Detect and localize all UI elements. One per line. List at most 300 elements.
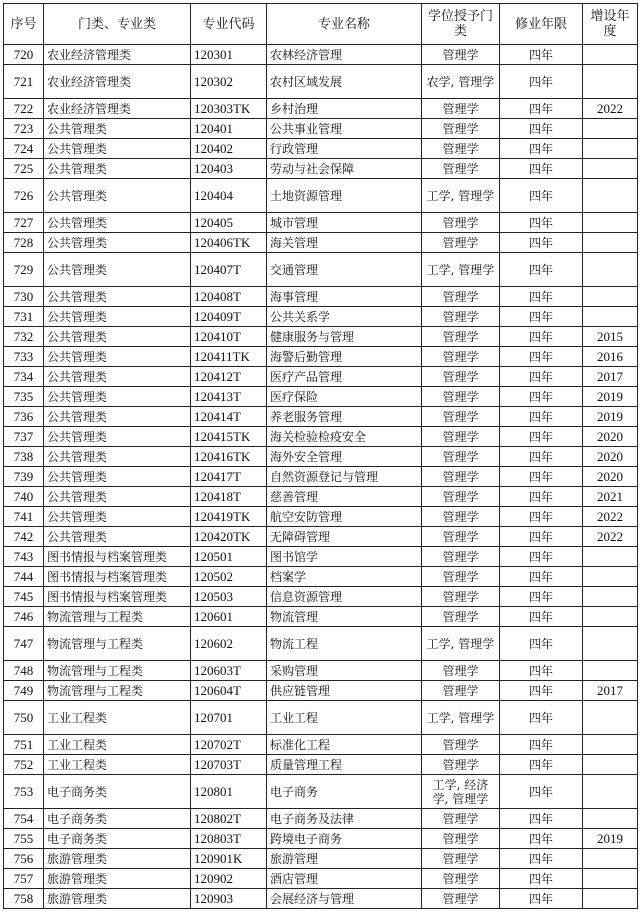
row-year-added bbox=[583, 735, 638, 755]
row-code: 120413T bbox=[191, 387, 267, 407]
row-code: 120401 bbox=[191, 119, 267, 139]
table-row bbox=[4, 233, 638, 253]
row-degree: 管理学 bbox=[422, 889, 500, 909]
row-years: 四年 bbox=[500, 567, 583, 587]
table-row bbox=[4, 527, 638, 547]
row-major-name: 旅游管理 bbox=[267, 849, 422, 869]
row-degree: 农学, 管理学 bbox=[422, 65, 500, 99]
row-major-name: 电子商务及法律 bbox=[267, 809, 422, 829]
row-year-added: 2016 bbox=[583, 347, 638, 367]
row-major-name: 养老服务管理 bbox=[267, 407, 422, 427]
row-category: 电子商务类 bbox=[44, 809, 191, 829]
row-number: 726 bbox=[4, 179, 44, 213]
row-number: 731 bbox=[4, 307, 44, 327]
row-year-added bbox=[583, 627, 638, 661]
row-degree: 管理学 bbox=[422, 487, 500, 507]
row-number: 744 bbox=[4, 567, 44, 587]
row-years: 四年 bbox=[500, 427, 583, 447]
table-row bbox=[4, 387, 638, 407]
row-code: 120415TK bbox=[191, 427, 267, 447]
row-years: 四年 bbox=[500, 347, 583, 367]
row-years: 四年 bbox=[500, 809, 583, 829]
row-major-name: 质量管理工程 bbox=[267, 755, 422, 775]
row-category: 公共管理类 bbox=[44, 467, 191, 487]
row-years: 四年 bbox=[500, 407, 583, 427]
table-row bbox=[4, 99, 638, 119]
row-degree: 管理学 bbox=[422, 547, 500, 567]
row-year-added: 2017 bbox=[583, 367, 638, 387]
row-code: 120407T bbox=[191, 253, 267, 287]
row-number: 739 bbox=[4, 467, 44, 487]
row-year-added bbox=[583, 307, 638, 327]
header-years: 修业年限 bbox=[500, 4, 583, 45]
table-row bbox=[4, 487, 638, 507]
row-years: 四年 bbox=[500, 327, 583, 347]
majors-table bbox=[3, 3, 638, 909]
table-row bbox=[4, 809, 638, 829]
row-degree: 工学, 经济学, 管理学 bbox=[422, 775, 500, 809]
row-major-name: 农村区域发展 bbox=[267, 65, 422, 99]
table-row bbox=[4, 159, 638, 179]
row-number: 753 bbox=[4, 775, 44, 809]
row-code: 120420TK bbox=[191, 527, 267, 547]
row-year-added: 2021 bbox=[583, 487, 638, 507]
table-row bbox=[4, 735, 638, 755]
row-degree: 工学, 管理学 bbox=[422, 701, 500, 735]
row-degree: 管理学 bbox=[422, 755, 500, 775]
row-category: 公共管理类 bbox=[44, 253, 191, 287]
row-code: 120503 bbox=[191, 587, 267, 607]
row-years: 四年 bbox=[500, 367, 583, 387]
row-category: 农业经济管理类 bbox=[44, 45, 191, 65]
row-year-added bbox=[583, 889, 638, 909]
row-category: 公共管理类 bbox=[44, 487, 191, 507]
row-code: 120410T bbox=[191, 327, 267, 347]
table-row bbox=[4, 661, 638, 681]
row-year-added bbox=[583, 213, 638, 233]
table-row bbox=[4, 327, 638, 347]
row-years: 四年 bbox=[500, 661, 583, 681]
row-degree: 管理学 bbox=[422, 287, 500, 307]
row-number: 742 bbox=[4, 527, 44, 547]
row-code: 120502 bbox=[191, 567, 267, 587]
row-years: 四年 bbox=[500, 447, 583, 467]
row-major-name: 无障碍管理 bbox=[267, 527, 422, 547]
row-years: 四年 bbox=[500, 99, 583, 119]
row-year-added bbox=[583, 547, 638, 567]
row-major-name: 土地资源管理 bbox=[267, 179, 422, 213]
table-row bbox=[4, 547, 638, 567]
row-number: 720 bbox=[4, 45, 44, 65]
row-major-name: 航空安防管理 bbox=[267, 507, 422, 527]
row-code: 120414T bbox=[191, 407, 267, 427]
row-category: 旅游管理类 bbox=[44, 869, 191, 889]
row-code: 120301 bbox=[191, 45, 267, 65]
row-code: 120801 bbox=[191, 775, 267, 809]
row-category: 工业工程类 bbox=[44, 701, 191, 735]
table-row bbox=[4, 507, 638, 527]
table-row bbox=[4, 607, 638, 627]
row-code: 120402 bbox=[191, 139, 267, 159]
row-number: 728 bbox=[4, 233, 44, 253]
row-code: 120901K bbox=[191, 849, 267, 869]
header-code: 专业代码 bbox=[191, 4, 267, 45]
row-degree: 管理学 bbox=[422, 567, 500, 587]
table-row bbox=[4, 755, 638, 775]
row-year-added bbox=[583, 159, 638, 179]
row-major-name: 医疗产品管理 bbox=[267, 367, 422, 387]
row-year-added: 2020 bbox=[583, 467, 638, 487]
row-years: 四年 bbox=[500, 65, 583, 99]
row-category: 公共管理类 bbox=[44, 427, 191, 447]
row-year-added: 2020 bbox=[583, 427, 638, 447]
row-degree: 管理学 bbox=[422, 607, 500, 627]
row-major-name: 档案学 bbox=[267, 567, 422, 587]
row-major-name: 供应链管理 bbox=[267, 681, 422, 701]
header-name: 专业名称 bbox=[267, 4, 422, 45]
table-body bbox=[4, 45, 638, 909]
row-year-added bbox=[583, 849, 638, 869]
row-category: 图书情报与档案管理类 bbox=[44, 587, 191, 607]
row-year-added bbox=[583, 701, 638, 735]
row-category: 电子商务类 bbox=[44, 775, 191, 809]
row-degree: 管理学 bbox=[422, 233, 500, 253]
row-year-added bbox=[583, 809, 638, 829]
row-code: 120418T bbox=[191, 487, 267, 507]
row-degree: 管理学 bbox=[422, 387, 500, 407]
row-code: 120403 bbox=[191, 159, 267, 179]
row-category: 工业工程类 bbox=[44, 755, 191, 775]
table-row bbox=[4, 587, 638, 607]
row-year-added: 2022 bbox=[583, 527, 638, 547]
row-category: 公共管理类 bbox=[44, 327, 191, 347]
row-code: 120302 bbox=[191, 65, 267, 99]
row-category: 物流管理与工程类 bbox=[44, 627, 191, 661]
row-number: 734 bbox=[4, 367, 44, 387]
table-row bbox=[4, 427, 638, 447]
row-number: 748 bbox=[4, 661, 44, 681]
row-year-added bbox=[583, 139, 638, 159]
table-row bbox=[4, 447, 638, 467]
row-major-name: 信息资源管理 bbox=[267, 587, 422, 607]
row-degree: 管理学 bbox=[422, 407, 500, 427]
row-category: 公共管理类 bbox=[44, 307, 191, 327]
row-number: 738 bbox=[4, 447, 44, 467]
table-row bbox=[4, 467, 638, 487]
row-years: 四年 bbox=[500, 829, 583, 849]
row-number: 741 bbox=[4, 507, 44, 527]
row-major-name: 城市管理 bbox=[267, 213, 422, 233]
row-major-name: 行政管理 bbox=[267, 139, 422, 159]
row-number: 729 bbox=[4, 253, 44, 287]
row-code: 120802T bbox=[191, 809, 267, 829]
row-code: 120604T bbox=[191, 681, 267, 701]
row-year-added bbox=[583, 869, 638, 889]
row-year-added bbox=[583, 65, 638, 99]
table-row bbox=[4, 407, 638, 427]
row-years: 四年 bbox=[500, 755, 583, 775]
row-year-added: 2022 bbox=[583, 507, 638, 527]
row-major-name: 海警后勤管理 bbox=[267, 347, 422, 367]
row-number: 736 bbox=[4, 407, 44, 427]
row-year-added: 2020 bbox=[583, 447, 638, 467]
row-category: 公共管理类 bbox=[44, 139, 191, 159]
table-row bbox=[4, 829, 638, 849]
row-years: 四年 bbox=[500, 547, 583, 567]
header-row bbox=[4, 4, 638, 45]
table-row bbox=[4, 775, 638, 809]
row-years: 四年 bbox=[500, 735, 583, 755]
row-category: 旅游管理类 bbox=[44, 889, 191, 909]
row-degree: 管理学 bbox=[422, 139, 500, 159]
row-major-name: 公共关系学 bbox=[267, 307, 422, 327]
row-years: 四年 bbox=[500, 507, 583, 527]
row-degree: 管理学 bbox=[422, 507, 500, 527]
row-category: 公共管理类 bbox=[44, 179, 191, 213]
row-major-name: 物流工程 bbox=[267, 627, 422, 661]
row-number: 750 bbox=[4, 701, 44, 735]
row-code: 120702T bbox=[191, 735, 267, 755]
row-degree: 管理学 bbox=[422, 159, 500, 179]
row-years: 四年 bbox=[500, 253, 583, 287]
row-degree: 工学, 管理学 bbox=[422, 179, 500, 213]
row-year-added bbox=[583, 775, 638, 809]
row-year-added bbox=[583, 119, 638, 139]
table-row bbox=[4, 139, 638, 159]
row-major-name: 公共事业管理 bbox=[267, 119, 422, 139]
table-row bbox=[4, 213, 638, 233]
header-year-added: 增设年度 bbox=[583, 4, 638, 45]
row-number: 745 bbox=[4, 587, 44, 607]
row-years: 四年 bbox=[500, 139, 583, 159]
row-years: 四年 bbox=[500, 387, 583, 407]
row-code: 120902 bbox=[191, 869, 267, 889]
row-number: 723 bbox=[4, 119, 44, 139]
row-number: 727 bbox=[4, 213, 44, 233]
row-years: 四年 bbox=[500, 287, 583, 307]
row-degree: 工学, 管理学 bbox=[422, 627, 500, 661]
row-category: 工业工程类 bbox=[44, 735, 191, 755]
row-major-name: 劳动与社会保障 bbox=[267, 159, 422, 179]
row-category: 公共管理类 bbox=[44, 507, 191, 527]
row-code: 120601 bbox=[191, 607, 267, 627]
row-degree: 管理学 bbox=[422, 45, 500, 65]
row-category: 公共管理类 bbox=[44, 233, 191, 253]
row-code: 120405 bbox=[191, 213, 267, 233]
table-row bbox=[4, 287, 638, 307]
row-years: 四年 bbox=[500, 587, 583, 607]
row-major-name: 海外安全管理 bbox=[267, 447, 422, 467]
table-row bbox=[4, 567, 638, 587]
row-major-name: 物流管理 bbox=[267, 607, 422, 627]
row-category: 公共管理类 bbox=[44, 287, 191, 307]
row-category: 公共管理类 bbox=[44, 347, 191, 367]
row-number: 721 bbox=[4, 65, 44, 99]
row-code: 120903 bbox=[191, 889, 267, 909]
row-category: 物流管理与工程类 bbox=[44, 607, 191, 627]
row-year-added bbox=[583, 233, 638, 253]
table-row bbox=[4, 869, 638, 889]
row-category: 物流管理与工程类 bbox=[44, 681, 191, 701]
row-year-added bbox=[583, 755, 638, 775]
row-number: 757 bbox=[4, 869, 44, 889]
row-degree: 工学, 管理学 bbox=[422, 253, 500, 287]
row-degree: 管理学 bbox=[422, 447, 500, 467]
row-year-added: 2019 bbox=[583, 829, 638, 849]
row-major-name: 会展经济与管理 bbox=[267, 889, 422, 909]
row-degree: 管理学 bbox=[422, 99, 500, 119]
table-row bbox=[4, 65, 638, 99]
header-degree: 学位授予门类 bbox=[422, 4, 500, 45]
table-row bbox=[4, 45, 638, 65]
row-years: 四年 bbox=[500, 307, 583, 327]
row-code: 120602 bbox=[191, 627, 267, 661]
row-number: 737 bbox=[4, 427, 44, 447]
row-category: 公共管理类 bbox=[44, 527, 191, 547]
row-code: 120411TK bbox=[191, 347, 267, 367]
row-code: 120803T bbox=[191, 829, 267, 849]
row-number: 724 bbox=[4, 139, 44, 159]
row-major-name: 交通管理 bbox=[267, 253, 422, 287]
row-years: 四年 bbox=[500, 233, 583, 253]
table-row bbox=[4, 889, 638, 909]
row-major-name: 农林经济管理 bbox=[267, 45, 422, 65]
row-degree: 管理学 bbox=[422, 427, 500, 447]
row-number: 749 bbox=[4, 681, 44, 701]
row-years: 四年 bbox=[500, 681, 583, 701]
row-years: 四年 bbox=[500, 45, 583, 65]
row-code: 120701 bbox=[191, 701, 267, 735]
row-years: 四年 bbox=[500, 487, 583, 507]
row-degree: 管理学 bbox=[422, 661, 500, 681]
row-years: 四年 bbox=[500, 701, 583, 735]
table-row bbox=[4, 627, 638, 661]
row-number: 758 bbox=[4, 889, 44, 909]
row-code: 120412T bbox=[191, 367, 267, 387]
row-year-added bbox=[583, 287, 638, 307]
row-years: 四年 bbox=[500, 213, 583, 233]
row-year-added: 2019 bbox=[583, 387, 638, 407]
row-degree: 管理学 bbox=[422, 849, 500, 869]
row-major-name: 电子商务 bbox=[267, 775, 422, 809]
row-code: 120409T bbox=[191, 307, 267, 327]
row-years: 四年 bbox=[500, 119, 583, 139]
row-year-added bbox=[583, 661, 638, 681]
row-years: 四年 bbox=[500, 179, 583, 213]
row-degree: 管理学 bbox=[422, 119, 500, 139]
row-years: 四年 bbox=[500, 775, 583, 809]
row-number: 756 bbox=[4, 849, 44, 869]
row-category: 农业经济管理类 bbox=[44, 99, 191, 119]
table-row bbox=[4, 681, 638, 701]
row-major-name: 医疗保险 bbox=[267, 387, 422, 407]
row-degree: 管理学 bbox=[422, 367, 500, 387]
row-major-name: 慈善管理 bbox=[267, 487, 422, 507]
row-number: 735 bbox=[4, 387, 44, 407]
row-number: 747 bbox=[4, 627, 44, 661]
row-degree: 管理学 bbox=[422, 869, 500, 889]
row-year-added bbox=[583, 179, 638, 213]
row-degree: 管理学 bbox=[422, 213, 500, 233]
row-code: 120303TK bbox=[191, 99, 267, 119]
row-code: 120417T bbox=[191, 467, 267, 487]
table-row bbox=[4, 307, 638, 327]
row-code: 120416TK bbox=[191, 447, 267, 467]
header-no: 序号 bbox=[4, 4, 44, 45]
row-category: 公共管理类 bbox=[44, 213, 191, 233]
row-category: 公共管理类 bbox=[44, 119, 191, 139]
row-number: 755 bbox=[4, 829, 44, 849]
table-row bbox=[4, 347, 638, 367]
row-category: 公共管理类 bbox=[44, 407, 191, 427]
row-major-name: 图书馆学 bbox=[267, 547, 422, 567]
row-category: 公共管理类 bbox=[44, 447, 191, 467]
row-years: 四年 bbox=[500, 607, 583, 627]
row-category: 公共管理类 bbox=[44, 159, 191, 179]
row-years: 四年 bbox=[500, 869, 583, 889]
row-year-added bbox=[583, 607, 638, 627]
row-code: 120404 bbox=[191, 179, 267, 213]
row-category: 物流管理与工程类 bbox=[44, 661, 191, 681]
header-category: 门类、专业类 bbox=[44, 4, 191, 45]
row-code: 120603T bbox=[191, 661, 267, 681]
row-degree: 管理学 bbox=[422, 681, 500, 701]
row-code: 120703T bbox=[191, 755, 267, 775]
row-degree: 管理学 bbox=[422, 347, 500, 367]
row-year-added: 2022 bbox=[583, 99, 638, 119]
row-major-name: 健康服务与管理 bbox=[267, 327, 422, 347]
row-number: 752 bbox=[4, 755, 44, 775]
table-row bbox=[4, 253, 638, 287]
row-number: 746 bbox=[4, 607, 44, 627]
row-major-name: 工业工程 bbox=[267, 701, 422, 735]
row-code: 120408T bbox=[191, 287, 267, 307]
row-major-name: 跨境电子商务 bbox=[267, 829, 422, 849]
row-year-added: 2015 bbox=[583, 327, 638, 347]
table-row bbox=[4, 367, 638, 387]
row-category: 电子商务类 bbox=[44, 829, 191, 849]
row-years: 四年 bbox=[500, 627, 583, 661]
table-row bbox=[4, 849, 638, 869]
row-category: 农业经济管理类 bbox=[44, 65, 191, 99]
row-major-name: 乡村治理 bbox=[267, 99, 422, 119]
row-category: 旅游管理类 bbox=[44, 849, 191, 869]
row-number: 725 bbox=[4, 159, 44, 179]
table-row bbox=[4, 701, 638, 735]
row-number: 732 bbox=[4, 327, 44, 347]
row-major-name: 海关管理 bbox=[267, 233, 422, 253]
row-degree: 管理学 bbox=[422, 467, 500, 487]
table-row bbox=[4, 179, 638, 213]
row-major-name: 海事管理 bbox=[267, 287, 422, 307]
row-years: 四年 bbox=[500, 467, 583, 487]
row-number: 733 bbox=[4, 347, 44, 367]
row-category: 图书情报与档案管理类 bbox=[44, 547, 191, 567]
row-year-added bbox=[583, 567, 638, 587]
table-row bbox=[4, 119, 638, 139]
row-years: 四年 bbox=[500, 527, 583, 547]
row-code: 120419TK bbox=[191, 507, 267, 527]
row-degree: 管理学 bbox=[422, 587, 500, 607]
row-years: 四年 bbox=[500, 889, 583, 909]
row-number: 730 bbox=[4, 287, 44, 307]
row-years: 四年 bbox=[500, 849, 583, 869]
row-major-name: 自然资源登记与管理 bbox=[267, 467, 422, 487]
row-degree: 管理学 bbox=[422, 527, 500, 547]
row-degree: 管理学 bbox=[422, 809, 500, 829]
row-year-added: 2017 bbox=[583, 681, 638, 701]
row-category: 公共管理类 bbox=[44, 367, 191, 387]
